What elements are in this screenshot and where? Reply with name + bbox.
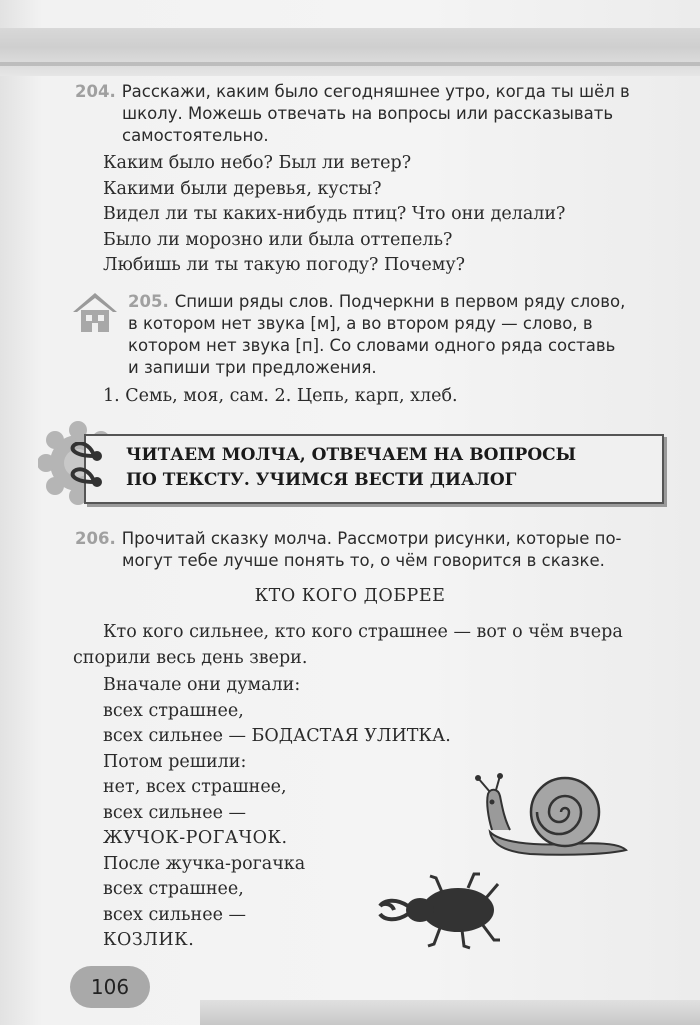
- poem-line: ЖУЧОК-РОГАЧОК.: [103, 828, 288, 848]
- exercise-text: и запиши три предложения.: [128, 358, 377, 377]
- poem-line: всех сильнее —: [103, 802, 246, 823]
- exercise-number: 205.: [128, 292, 169, 311]
- story-line: спорили весь день звери.: [73, 647, 308, 668]
- footer-band: [200, 1000, 700, 1025]
- exercise-text: Расскажи, каким было сегодняшнее утро, когда ты шёл в: [121, 82, 630, 101]
- exercise-text: Прочитай сказку молча. Рассмотри рисунки, которые по-: [121, 529, 622, 548]
- question-list: [103, 151, 663, 279]
- exercise-text: Спиши ряды слов. Подчеркни в первом ряду слово,: [174, 292, 626, 311]
- poem-line: всех страшнее,: [103, 879, 244, 899]
- poem-line: Вначале они думали:: [103, 675, 301, 695]
- poem-line: всех сильнее — БОДАСТАЯ УЛИТКА.: [103, 726, 451, 746]
- question-line: Какими были деревья, кусты?: [103, 178, 382, 199]
- poem-line: После жучка-рогачка: [103, 853, 306, 874]
- story-title: КТО КОГО ДОБРЕЕ: [254, 586, 446, 606]
- question-line: Было ли морозно или была оттепель?: [103, 229, 453, 250]
- section-title-line: ПО ТЕКСТУ. УЧИМСЯ ВЕСТИ ДИАЛОГ: [126, 470, 517, 490]
- section-title: [126, 443, 656, 493]
- poem-line: всех сильнее —: [103, 904, 246, 925]
- exercise-text: котором нет звука [п]. Со словами одного ряда составь: [128, 336, 616, 355]
- exercise-205: [128, 291, 668, 379]
- exercise-text: самостоятельно.: [122, 126, 269, 145]
- section-title-line: ЧИТАЕМ МОЛЧА, ОТВЕЧАЕМ НА ВОПРОСЫ: [126, 445, 577, 465]
- exercise-text: в котором нет звука [м], а во втором ряду — слово, в: [128, 314, 593, 333]
- question-line: Каким было небо? Был ли ветер?: [103, 153, 412, 173]
- header-rule: [0, 62, 700, 66]
- house-icon: [70, 290, 120, 334]
- page-number: 106: [70, 966, 150, 1008]
- question-line: Любишь ли ты такую погоду? Почему?: [103, 255, 465, 275]
- exercise-number: 204.: [75, 82, 116, 101]
- poem-line: всех страшнее,: [103, 700, 244, 721]
- header-band: [0, 28, 700, 76]
- poem-line: нет, всех страшнее,: [103, 777, 287, 797]
- exercise-206: [75, 528, 665, 572]
- story-line: Кто кого сильнее, кто кого страшнее — вот о чём вчера: [103, 622, 623, 642]
- exercise-text: могут тебе лучше понять то, о чём говорится в сказке.: [122, 551, 605, 570]
- beetle-illustration: [370, 870, 505, 950]
- question-line: Видел ли ты каких-нибудь птиц? Что они делали?: [103, 204, 566, 224]
- section-banner: [84, 434, 664, 504]
- word-rows: 1. Семь, моя, сам. 2. Цепь, карп, хлеб.: [103, 386, 458, 406]
- binder-rings-icon: [64, 442, 114, 498]
- exercise-204: [75, 81, 665, 147]
- poem-line: Потом решили:: [103, 751, 247, 772]
- poem-line: КОЗЛИК.: [103, 930, 195, 950]
- snail-illustration: [470, 772, 630, 857]
- exercise-number: 206.: [75, 529, 116, 548]
- exercise-text: школу. Можешь отвечать на вопросы или рассказывать: [122, 104, 614, 123]
- story-paragraph: [73, 620, 673, 671]
